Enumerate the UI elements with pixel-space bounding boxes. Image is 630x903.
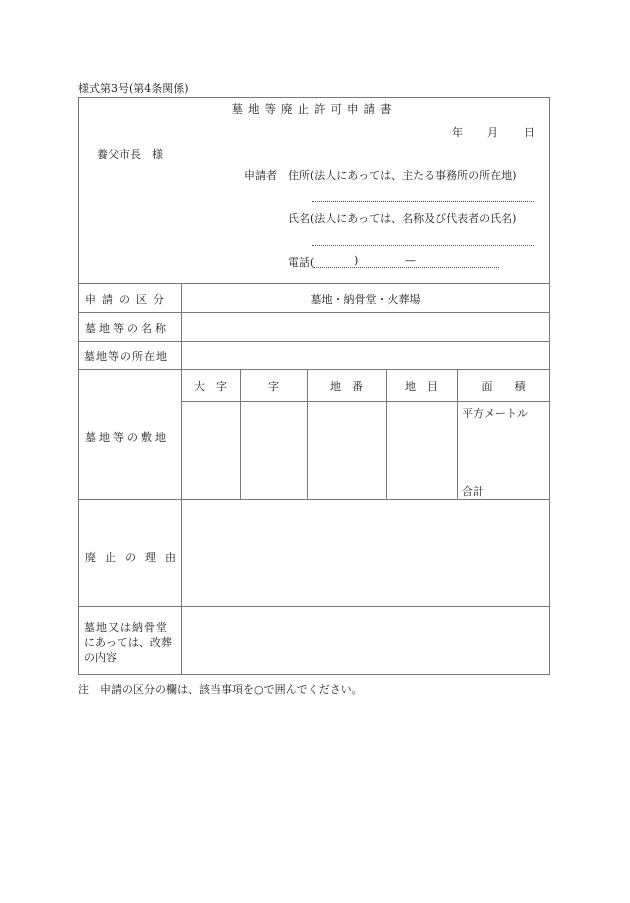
applicant-label: 申請者 bbox=[244, 169, 277, 182]
area-unit: 平方メートル bbox=[462, 407, 528, 420]
phone-label: 電話( bbox=[288, 256, 315, 269]
reason-label: 廃止の理由 bbox=[85, 551, 185, 564]
date-year-label[interactable]: 年 bbox=[452, 126, 463, 139]
column-header-aza: 字 bbox=[268, 380, 279, 393]
category-label: 申請の区分 bbox=[85, 293, 170, 306]
phone-paren-close: ) bbox=[354, 254, 359, 267]
name-label: 氏名(法人にあっては、名称及び代表者の氏名) bbox=[288, 212, 517, 225]
date-month-label[interactable]: 月 bbox=[487, 126, 498, 139]
divider bbox=[78, 283, 550, 284]
area-total-label: 合計 bbox=[462, 485, 484, 498]
reason-field[interactable] bbox=[188, 506, 543, 598]
divider bbox=[181, 401, 550, 402]
reburial-field[interactable] bbox=[188, 612, 543, 670]
land-category-field[interactable] bbox=[389, 404, 455, 496]
form-title: 墓地等廃止許可申請書 bbox=[231, 102, 397, 116]
footnote: 注 申請の区分の欄は、該当事項を○で囲んでください。 bbox=[78, 683, 363, 696]
phone-dash: — bbox=[405, 254, 416, 267]
cemetery-location-field[interactable] bbox=[188, 348, 543, 362]
cemetery-location-label: 墓地等の所在地 bbox=[84, 350, 168, 363]
reburial-label-line-3: の内容 bbox=[84, 651, 117, 664]
divider bbox=[78, 369, 550, 370]
addressee: 養父市長 様 bbox=[97, 148, 163, 161]
column-header-area: 面 積 bbox=[481, 380, 526, 393]
column-header-lot-number: 地 番 bbox=[330, 380, 363, 393]
column-header-land-category: 地 目 bbox=[405, 380, 438, 393]
label-column-divider bbox=[181, 283, 182, 675]
reburial-label-line-1: 墓地又は納骨堂 bbox=[84, 621, 168, 634]
divider bbox=[78, 312, 550, 313]
cemetery-name-label: 墓地等の名称 bbox=[85, 322, 169, 335]
oaza-field[interactable] bbox=[184, 404, 238, 496]
phone-input-line[interactable] bbox=[313, 267, 499, 268]
date-day-label[interactable]: 日 bbox=[524, 126, 535, 139]
divider bbox=[78, 499, 550, 500]
divider bbox=[78, 606, 550, 607]
site-label: 墓地等の敷地 bbox=[85, 431, 169, 444]
form-number: 様式第3号(第4条関係) bbox=[78, 82, 189, 95]
column-header-oaza: 大 字 bbox=[194, 380, 227, 393]
lot-number-field[interactable] bbox=[310, 404, 384, 496]
aza-field[interactable] bbox=[243, 404, 305, 496]
divider bbox=[78, 341, 550, 342]
name-input-line[interactable] bbox=[312, 245, 534, 246]
address-input-line[interactable] bbox=[312, 201, 534, 202]
category-options[interactable]: 墓地・納骨堂・火葬場 bbox=[310, 293, 421, 306]
cemetery-name-field[interactable] bbox=[188, 320, 543, 334]
address-label: 住所(法人にあっては、主たる事務所の所在地) bbox=[288, 169, 517, 182]
reburial-label-line-2: にあっては、改葬 bbox=[84, 636, 172, 649]
